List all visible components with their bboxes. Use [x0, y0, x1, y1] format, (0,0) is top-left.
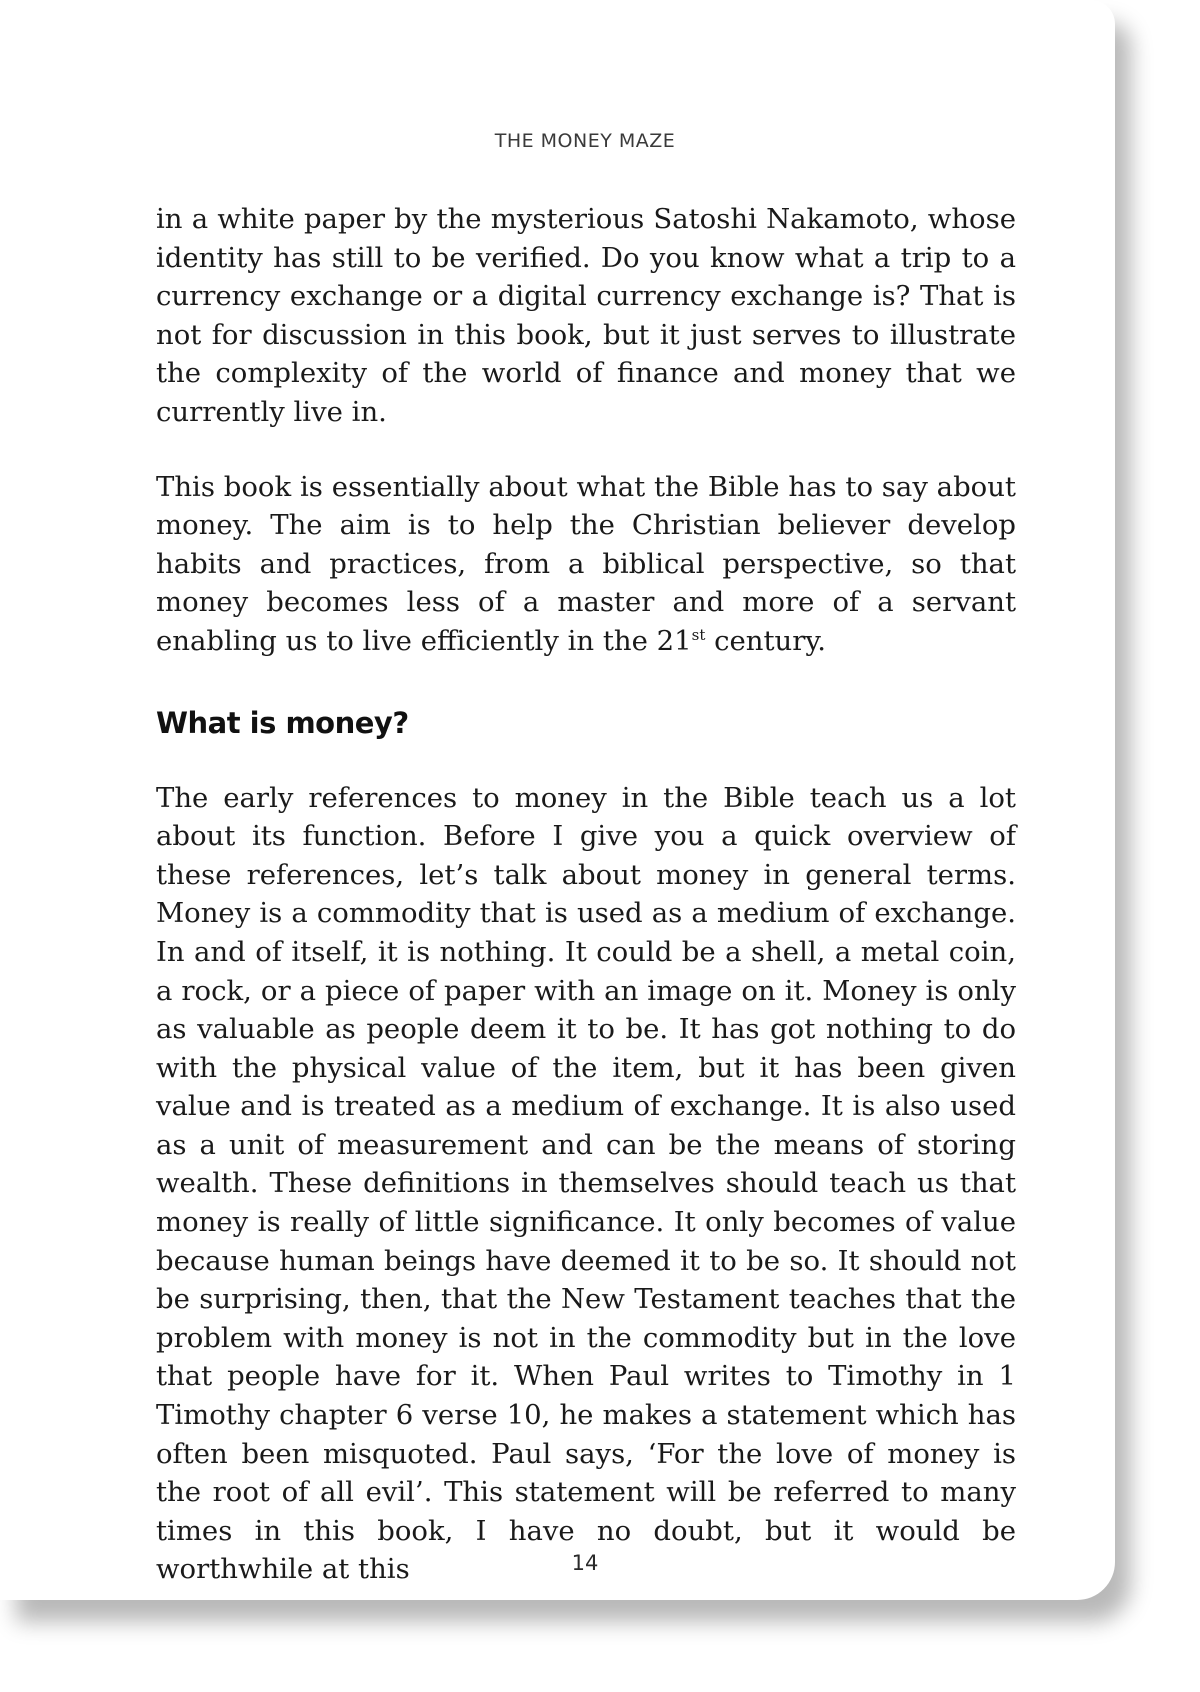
page-body [156, 200, 1016, 1589]
running-header: THE MONEY MAZE [494, 130, 676, 152]
page-number: 14 [571, 1551, 599, 1575]
ordinal-suffix: st [691, 625, 706, 644]
paragraph-1: in a white paper by the mysterious Satoshi Nakamoto, whose identity has still to be verified. Do you know what a trip to a currency exchange or a digital currency exchange is? That is not for discussion in this book, but it just serves to illustrate the complexity of the world of finance and money that we currently live in. [156, 203, 1016, 428]
paragraph-2-end: century. [705, 624, 827, 657]
section-heading: What is money? [156, 705, 409, 740]
paragraph-2 [156, 468, 1016, 661]
paragraph-3: The early references to money in the Bible teach us a lot about its function. Before I give you a quick overview of these references, let’s talk about money in general terms. Money is a commodity that is used as a medium of exchange. In and of itself, it is nothing. It could be a shell, a metal coin, a rock, or a piece of paper with an image on it. Money is only as valuable as people deem it to be. It has got nothing to do with the physical value of the item, but it has been given value and is treated as a medium of exchange. It is also used as a unit of measurement and can be the means of storing wealth. These definitions in themselves should teach us that money is really of little significance. It only becomes of value because human beings have deemed it to be so. It should not be surprising, then, that the New Testament teaches that the problem with money is not in the commodity but in the love that people have for it. When Paul writes to Timothy in 1 Timothy chapter 6 verse 10, he makes a statement which has often been misquoted. Paul says, ‘For the love of money is the root of all evil’. This statement will be referred to many times in this book, I have no doubt, but it would be worthwhile at this [156, 781, 1016, 1586]
paragraph-2-text: This book is essentially about what the Bible has to say about money. The aim is to help the Christian believer develop habits and practices, from a biblical perspective, so that money becomes less of a master and more of a servant enabling us to live efficiently in the 21 [156, 470, 1016, 657]
